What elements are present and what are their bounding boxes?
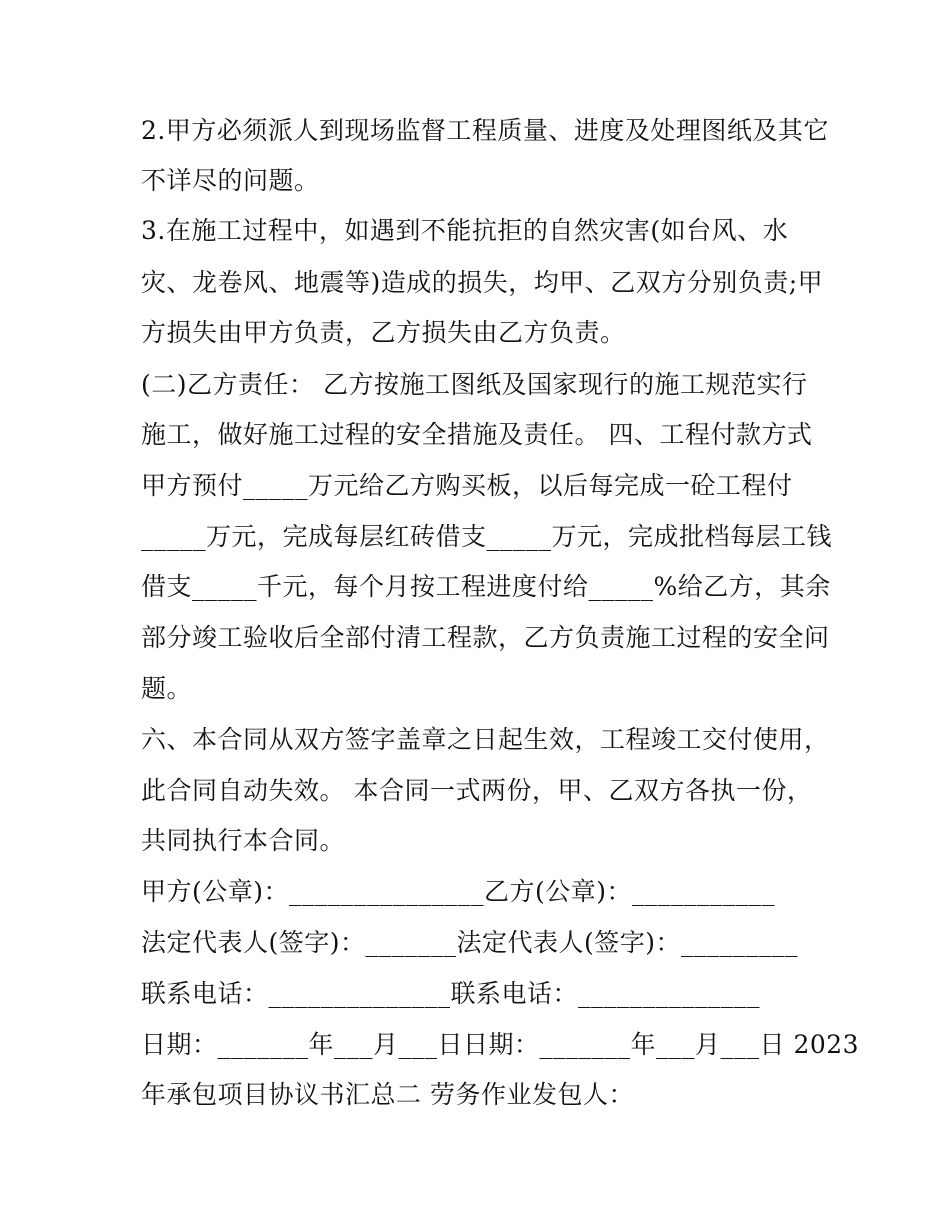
paragraph-line: 题。 — [141, 674, 193, 703]
paragraph-line: 施工，做好施工过程的安全措施及责任。 四、工程付款方式 — [141, 420, 813, 449]
paragraph-line: 年承包项目协议书汇总二 劳务作业发包人： — [141, 1080, 634, 1109]
signature-line-phone: 联系电话：______________联系电话：______________ — [141, 979, 761, 1008]
paragraph-line: 共同执行本合同。 — [141, 826, 346, 855]
paragraph-line: _____万元，完成每层红砖借支_____万元，完成批档每层工钱 — [141, 522, 833, 551]
paragraph-line: 2.甲方必须派人到现场监督工程质量、进度及处理图纸及其它 — [141, 116, 829, 145]
paragraph-line: 3.在施工过程中，如遇到不能抗拒的自然灾害(如台风、水 — [141, 216, 789, 245]
signature-line-representative: 法定代表人(签字)：_______法定代表人(签字)：_________ — [141, 928, 799, 957]
signature-line-seal: 甲方(公章)：_______________乙方(公章)：___________ — [141, 877, 776, 906]
paragraph-line: 借支_____千元，每个月按工程进度付给_____%给乙方，其余 — [141, 572, 831, 601]
paragraph-line: 六、本合同从双方签字盖章之日起生效，工程竣工交付使用， — [141, 725, 830, 754]
paragraph-line: 部分竣工验收后全部付清工程款，乙方负责施工过程的安全问 — [141, 623, 830, 652]
signature-line-date: 日期：_______年___月___日日期：_______年___月___日 2023 — [141, 1030, 860, 1059]
paragraph-line: 甲方预付_____万元给乙方购买板，以后每完成一砼工程付 — [141, 471, 793, 500]
paragraph-line: 不详尽的问题。 — [141, 166, 320, 195]
paragraph-line: (二)乙方责任： 乙方按施工图纸及国家现行的施工规范实行 — [141, 370, 808, 399]
paragraph-line: 方损失由甲方负责，乙方损失由乙方负责。 — [141, 318, 626, 347]
paragraph-line: 灾、龙卷风、地震等)造成的损失，均甲、乙双方分别负责;甲 — [141, 268, 824, 297]
paragraph-line: 此合同自动失效。 本合同一式两份，甲、乙双方各执一份， — [141, 776, 813, 805]
